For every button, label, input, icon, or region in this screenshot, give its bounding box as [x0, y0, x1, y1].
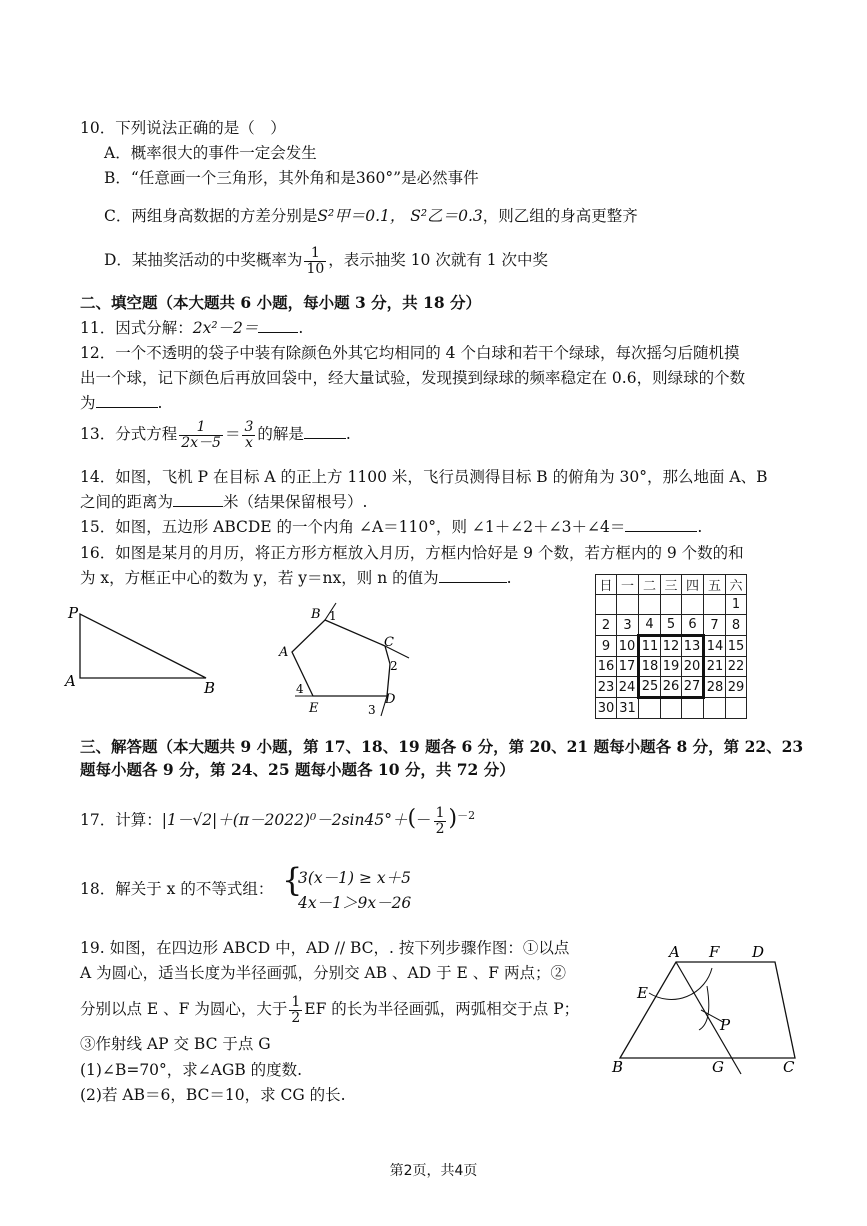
calendar-day-cell: 6: [682, 615, 704, 636]
q17-fraction: $\frac{1}{2}$: [435, 805, 445, 837]
calendar-day-cell: 23: [596, 677, 617, 698]
q11-answer-blank[interactable]: [258, 318, 298, 333]
section-2-heading: 二、填空题（本大题共 6 小题，每小题 3 分，共 18 分）: [80, 293, 482, 312]
calendar-day-cell: [726, 698, 747, 719]
q19-line-6: (2)若 AB＝6，BC＝10，求 CG 的长.: [80, 1086, 346, 1104]
fig19-label-b: B: [612, 1058, 624, 1076]
q19-line-4: ③作射线 AP 交 BC 于点 G: [80, 1035, 271, 1053]
calendar-day-cell: [661, 595, 682, 615]
fig15-angle-4: 4: [296, 682, 304, 696]
fig19-label-d: D: [752, 943, 765, 961]
q10-stem: 10．下列说法正确的是（ ）: [80, 119, 286, 137]
q18-inequality-2: 4x－1＞9x－26: [298, 894, 412, 912]
calendar-header-cell: 二: [639, 575, 661, 595]
calendar-day-cell: 4: [639, 615, 661, 636]
calendar-day-cell: 16: [596, 657, 617, 677]
calendar-day-cell: 22: [726, 657, 747, 677]
q11: 11．因式分解：2x²－2＝ .: [80, 319, 304, 337]
q10-d-pre: D．某抽奖活动的中奖概率为: [104, 251, 303, 270]
calendar-day-cell: 11: [639, 636, 661, 657]
calendar-day-cell: [639, 698, 661, 719]
calendar-day-cell: 26: [661, 677, 682, 698]
fig14-label-b: B: [204, 679, 216, 697]
fig19-label-a: A: [669, 943, 680, 961]
calendar-week-row: [596, 677, 747, 698]
calendar-day-cell: 17: [617, 657, 639, 677]
calendar-header-cell: 六: [726, 575, 747, 595]
calendar-header-cell: 日: [596, 575, 617, 595]
calendar-day-cell: [617, 595, 639, 615]
q15-pentagon-figure: [275, 600, 435, 720]
calendar-day-cell: 14: [704, 636, 726, 657]
calendar-day-cell: 10: [617, 636, 639, 657]
fig15-label-e: E: [309, 701, 319, 716]
calendar-day-cell: 25: [639, 677, 661, 698]
calendar-day-cell: 7: [704, 615, 726, 636]
q10-option-b: B．“任意画一个三角形，其外角和是360°”是必然事件: [104, 169, 479, 187]
calendar-day-cell: [596, 595, 617, 615]
calendar-week-row: [596, 657, 747, 677]
q12-line-1: 12．一个不透明的袋子中装有除颜色外其它均相同的 4 个白球和若干个绿球，每次摇匀后随机摸: [80, 344, 740, 362]
q10-option-c: [104, 204, 638, 226]
fig14-label-a: A: [65, 672, 76, 690]
q14-line-1: 14．如图，飞机 P 在目标 A 的正上方 1100 米，飞行员测得目标 B 的俯角为 30°，那么地面 A、B: [80, 468, 768, 486]
fig15-label-d: D: [385, 692, 396, 707]
fig15-label-a: A: [279, 645, 289, 660]
q18: 18．解关于 x 的不等式组：: [80, 880, 274, 898]
calendar-day-cell: 19: [661, 657, 682, 677]
section-3-heading-line-1: 三、解答题（本大题共 9 小题，第 17、18、19 题各 6 分，第 20、21 题每小题各 8 分，第 22、23: [80, 737, 804, 756]
q12-answer-blank[interactable]: [96, 393, 158, 408]
fig15-angle-3: 3: [368, 703, 376, 717]
q10-c-post: ，则乙组的身高更整齐: [482, 207, 638, 225]
calendar-day-cell: 13: [682, 636, 704, 657]
fig15-angle-1: 1: [329, 609, 337, 623]
calendar-day-cell: 24: [617, 677, 639, 698]
calendar-day-cell: [682, 698, 704, 719]
q19-line-1: 19. 如图，在四边形 ABCD 中，AD // BC，. 按下列步骤作图：①以点: [80, 939, 570, 957]
q13-fraction-right: $\frac{3}{x}$: [244, 419, 254, 451]
q10-c-s1: S²甲＝0.1，: [317, 207, 406, 225]
q19-line-2: A 为圆心，适当长度为半径画弧，分别交 AB 、AD 于 E 、F 两点；②: [80, 964, 566, 982]
calendar-day-cell: [682, 595, 704, 615]
fig19-label-g: G: [712, 1058, 724, 1076]
fig19-label-f: F: [709, 943, 720, 961]
calendar-day-cell: 29: [726, 677, 747, 698]
q12-line-3: 为 .: [80, 394, 163, 412]
q19-trapezoid-figure: [605, 940, 805, 1080]
q17: 17．计算：|1－√2|＋(π－2022)⁰－2sin45°＋(－ $\frac{1}{2}$ )$^{-2}$: [80, 805, 476, 837]
q19-line-5: (1)∠B=70°，求∠AGB 的度数.: [80, 1061, 303, 1079]
fig19-label-c: C: [783, 1058, 795, 1076]
calendar-day-cell: 27: [682, 677, 704, 698]
calendar-day-cell: 30: [596, 698, 617, 719]
calendar-day-cell: 1: [726, 595, 747, 615]
q14-right-triangle-figure: [60, 600, 230, 700]
calendar-day-cell: [639, 595, 661, 615]
calendar-week-row: [596, 698, 747, 719]
calendar-header-cell: 一: [617, 575, 639, 595]
q15-answer-blank[interactable]: [625, 517, 697, 532]
calendar-day-cell: [661, 698, 682, 719]
q18-brace: {: [282, 861, 303, 899]
q14-answer-blank[interactable]: [173, 492, 223, 507]
q10-d-post: ，表示抽奖 10 次就有 1 次中奖: [328, 251, 549, 270]
fig15-angle-2: 2: [390, 659, 398, 673]
q16-line-2: 为 x，方框正中心的数为 y，若 y＝nx，则 n 的值为 .: [80, 569, 512, 587]
calendar-day-cell: 15: [726, 636, 747, 657]
q18-inequality-1: 3(x－1) ≥ x＋5: [298, 869, 412, 887]
fig15-label-b: B: [311, 607, 321, 622]
calendar-day-cell: [704, 698, 726, 719]
calendar-day-cell: 5: [661, 615, 682, 636]
calendar-day-cell: 28: [704, 677, 726, 698]
calendar-day-cell: 31: [617, 698, 639, 719]
calendar-day-cell: 18: [639, 657, 661, 677]
fig19-label-e: E: [637, 984, 648, 1002]
q16-answer-blank[interactable]: [439, 568, 507, 583]
calendar-table: [595, 574, 747, 719]
calendar-header-cell: 三: [661, 575, 682, 595]
q10-option-d: [104, 246, 548, 276]
q19-fraction: $\frac{1}{2}$: [291, 994, 301, 1026]
q19-line-3: 分别以点 E 、F 为圆心，大于 $\frac{1}{2}$ EF 的长为半径画弧，两弧相交于点 P；: [80, 994, 580, 1026]
calendar-header-cell: 五: [704, 575, 726, 595]
q12-line-2: 出一个球，记下颜色后再放回袋中，经大量试验，发现摸到绿球的频率稳定在 0.6，则绿球的个数: [80, 369, 746, 387]
q13-fraction-left: $\frac{1}{2x-5}$: [181, 419, 221, 451]
calendar-day-cell: 21: [704, 657, 726, 677]
page-footer: 第2页，共4页: [389, 1163, 478, 1179]
section-3-heading-line-2: 题每小题各 9 分，第 24、25 题每小题各 10 分，共 72 分）: [80, 760, 515, 779]
fig14-label-p: P: [68, 604, 79, 622]
calendar-day-cell: 12: [661, 636, 682, 657]
q15: 15．如图，五边形 ABCDE 的一个内角 ∠A＝110°，则 ∠1＋∠2＋∠3＋∠4＝ .: [80, 518, 703, 536]
q10-option-a: A．概率很大的事件一定会发生: [104, 144, 317, 162]
q10-c-pre: C．两组身高数据的方差分别是: [104, 207, 318, 225]
calendar-day-cell: 2: [596, 615, 617, 636]
fig19-label-p: P: [720, 1016, 731, 1034]
calendar-day-cell: 20: [682, 657, 704, 677]
q10-c-s2: S²乙＝0.3: [410, 207, 483, 225]
calendar-header-cell: 四: [682, 575, 704, 595]
calendar-day-cell: [704, 595, 726, 615]
fig15-label-c: C: [384, 635, 394, 650]
calendar-week-row: [596, 636, 747, 657]
q13: 13．分式方程 $\frac{1}{2x-5}$ ＝ $\frac{3}{x}$ 的解是 .: [80, 419, 351, 451]
calendar-day-cell: 8: [726, 615, 747, 636]
q13-answer-blank[interactable]: [304, 424, 346, 439]
calendar-day-cell: 3: [617, 615, 639, 636]
q14-line-2: 之间的距离为 米（结果保留根号）.: [80, 493, 368, 511]
calendar-week-row: [596, 615, 747, 636]
calendar-day-cell: 9: [596, 636, 617, 657]
q16-calendar: [595, 574, 747, 719]
q16-line-1: 16．如图是某月的月历，将正方形方框放入月历，方框内恰好是 9 个数，若方框内的 9 个数的和: [80, 544, 744, 562]
q10-d-fraction: $\frac{1}{10}$: [306, 245, 325, 277]
calendar-week-row: [596, 595, 747, 615]
